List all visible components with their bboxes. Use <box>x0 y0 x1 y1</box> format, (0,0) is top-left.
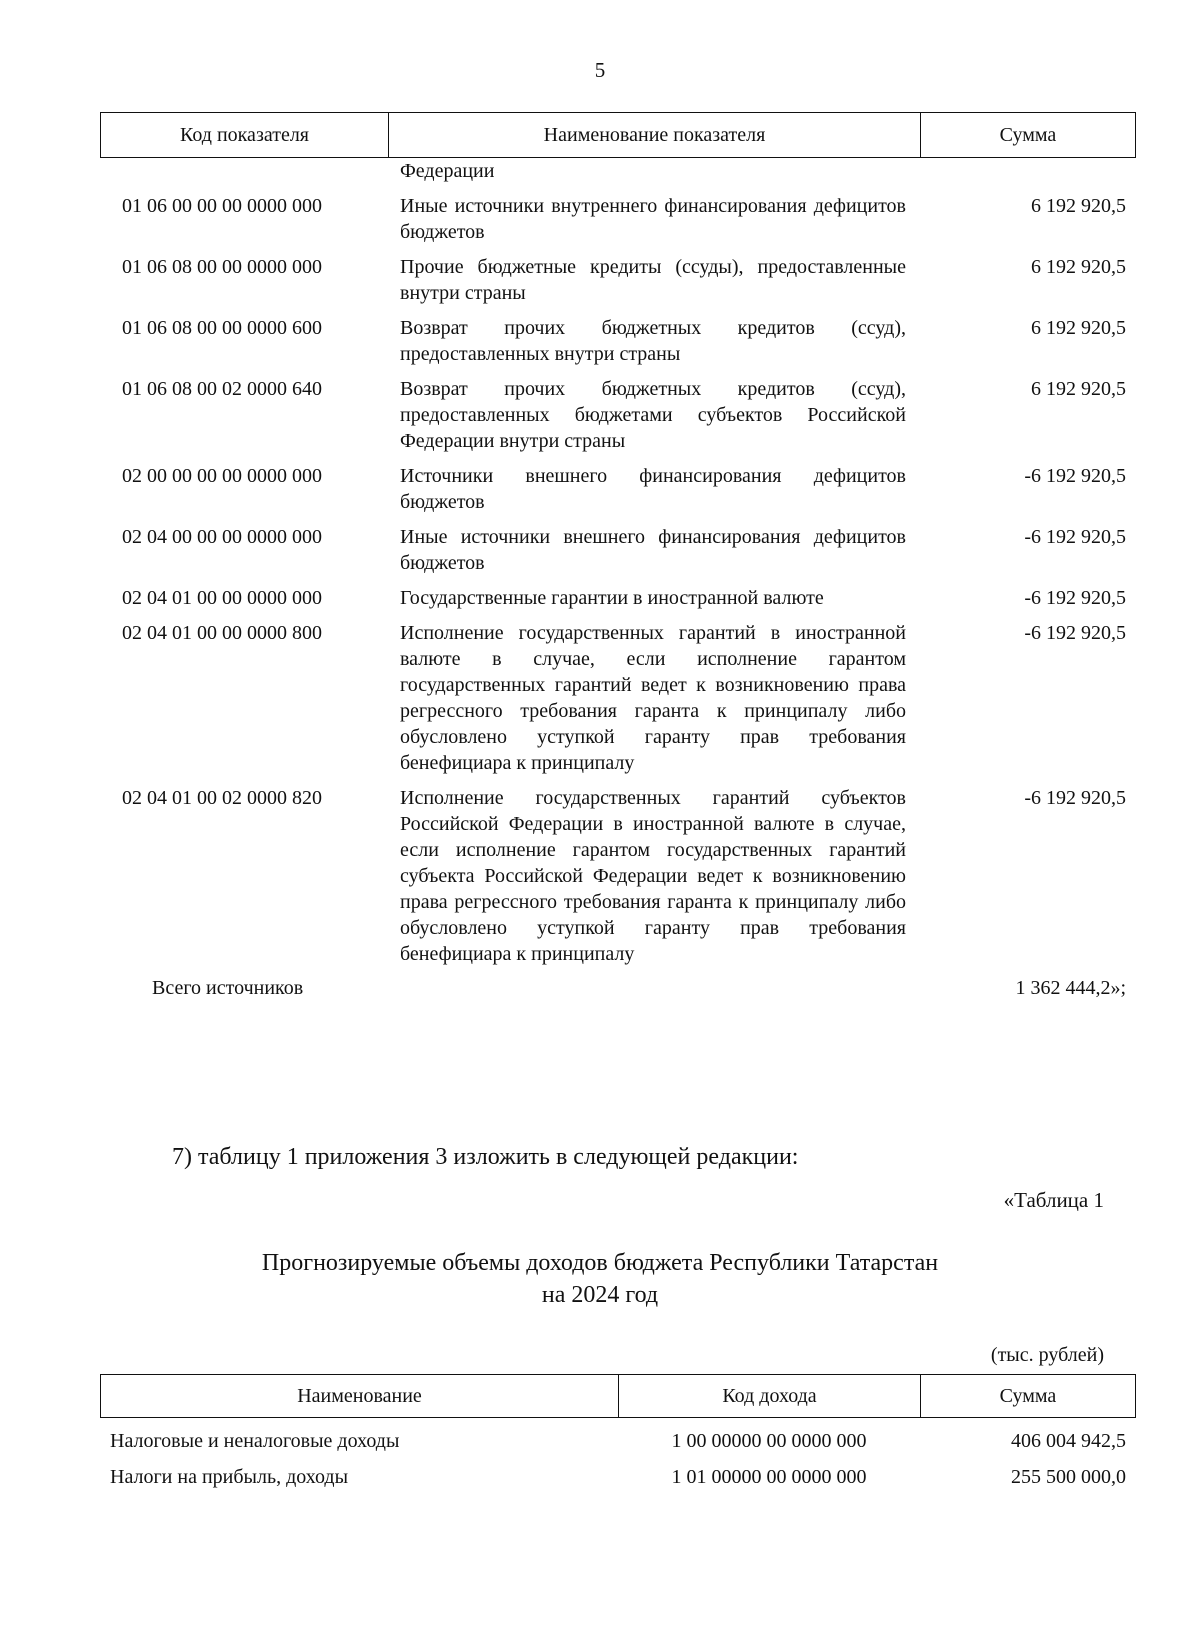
row-code: 02 04 01 00 02 0000 820 <box>122 787 322 809</box>
table-row <box>100 524 1136 576</box>
row-sum: 255 500 000,0 <box>1011 1466 1126 1488</box>
header-sum: Сумма <box>999 1384 1057 1407</box>
header-name: Наименование показателя <box>389 113 921 157</box>
row-sum: -6 192 920,5 <box>1024 587 1126 609</box>
total-label: Всего источников <box>152 977 304 999</box>
row-sum: -6 192 920,5 <box>1024 465 1126 487</box>
sources-table-header <box>100 112 1136 158</box>
row-sum: -6 192 920,5 <box>1024 526 1126 548</box>
row-code: 02 00 00 00 00 0000 000 <box>122 465 322 487</box>
row-name: Прочие бюджетные кредиты (ссуды), предоставленные внутри страны <box>400 256 906 304</box>
table-row <box>100 193 1136 245</box>
total-sum: 1 362 444,2»; <box>1015 977 1126 999</box>
page-number: 5 <box>594 58 606 82</box>
row-code: 1 00 00000 00 0000 000 <box>671 1430 867 1452</box>
table-row <box>100 585 1136 611</box>
row-sum: -6 192 920,5 <box>1024 622 1126 644</box>
table-title <box>0 1247 1200 1311</box>
table-row <box>100 376 1136 454</box>
row-sum: 6 192 920,5 <box>1031 195 1126 217</box>
table-row <box>100 620 1136 776</box>
table-row <box>100 785 1136 967</box>
sources-table <box>100 112 1136 1001</box>
row-code: 02 04 01 00 00 0000 000 <box>122 587 322 609</box>
row-code: 01 06 08 00 00 0000 600 <box>122 317 322 339</box>
table-row <box>100 315 1136 367</box>
row-sum: -6 192 920,5 <box>1024 787 1126 809</box>
table-label: «Таблица 1 <box>1003 1188 1104 1212</box>
row-sum: 6 192 920,5 <box>1031 378 1126 400</box>
row-name: Налоги на прибыль, доходы <box>110 1466 349 1488</box>
row-sum: 6 192 920,5 <box>1031 317 1126 339</box>
income-table <box>100 1374 1136 1490</box>
row-name: Возврат прочих бюджетных кредитов (ссуд), предоставленных бюджетами субъектов Российской Федерации внутри страны <box>400 378 906 452</box>
header-code: Код показателя <box>101 113 389 157</box>
row-code: 01 06 00 00 00 0000 000 <box>122 195 322 217</box>
income-table-header <box>100 1374 1136 1418</box>
title-line-1: Прогнозируемые объемы доходов бюджета Республики Татарстан <box>261 1250 939 1276</box>
row-code: 02 04 01 00 00 0000 800 <box>122 622 322 644</box>
table-row <box>100 1428 1136 1454</box>
amendment-paragraph: 7) таблицу 1 приложения 3 изложить в следующей редакции: <box>172 1144 799 1170</box>
row-code: 1 01 00000 00 0000 000 <box>671 1466 867 1488</box>
total-row <box>100 975 1136 1001</box>
title-line-2: на 2024 год <box>541 1282 659 1308</box>
row-name: Исполнение государственных гарантий в иностранной валюте в случае, если исполнение гарантом государственных гарантий ведет к возникновению права регрессного требования гаранта к принципалу либо обусловлено уступкой гаранту прав требования бенефициара к принципалу <box>400 622 906 774</box>
table-row <box>100 463 1136 515</box>
table-row <box>100 254 1136 306</box>
row-code: 02 04 00 00 00 0000 000 <box>122 526 322 548</box>
row-code: 01 06 08 00 02 0000 640 <box>122 378 322 400</box>
row-sum: 406 004 942,5 <box>1011 1430 1126 1452</box>
row-name: Исполнение государственных гарантий субъектов Российской Федерации в иностранной валюте в случае, если исполнение гарантом государственных гарантий субъекта Российской Федерации ведет к возникновению права регрессного требования гаранта к принципалу либо обусловлено уступкой гаранту прав требования бенефициара к принципалу <box>400 787 906 965</box>
row-name: Иные источники внешнего финансирования дефицитов бюджетов <box>400 526 906 574</box>
units-label: (тыс. рублей) <box>990 1344 1104 1366</box>
row-name: Источники внешнего финансирования дефицитов бюджетов <box>400 465 906 513</box>
row-name: Возврат прочих бюджетных кредитов (ссуд), предоставленных внутри страны <box>400 317 906 365</box>
row-sum: 6 192 920,5 <box>1031 256 1126 278</box>
continuation-text: Федерации <box>400 160 495 182</box>
row-name: Налоговые и неналоговые доходы <box>110 1430 400 1452</box>
table-row <box>100 1464 1136 1490</box>
row-name: Иные источники внутреннего финансирования дефицитов бюджетов <box>400 195 906 243</box>
row-name: Государственные гарантии в иностранной валюте <box>400 587 824 609</box>
header-code: Код дохода <box>619 1375 921 1417</box>
row-code: 01 06 08 00 00 0000 000 <box>122 256 322 278</box>
header-sum: Сумма <box>999 123 1057 146</box>
header-name: Наименование <box>101 1375 619 1417</box>
